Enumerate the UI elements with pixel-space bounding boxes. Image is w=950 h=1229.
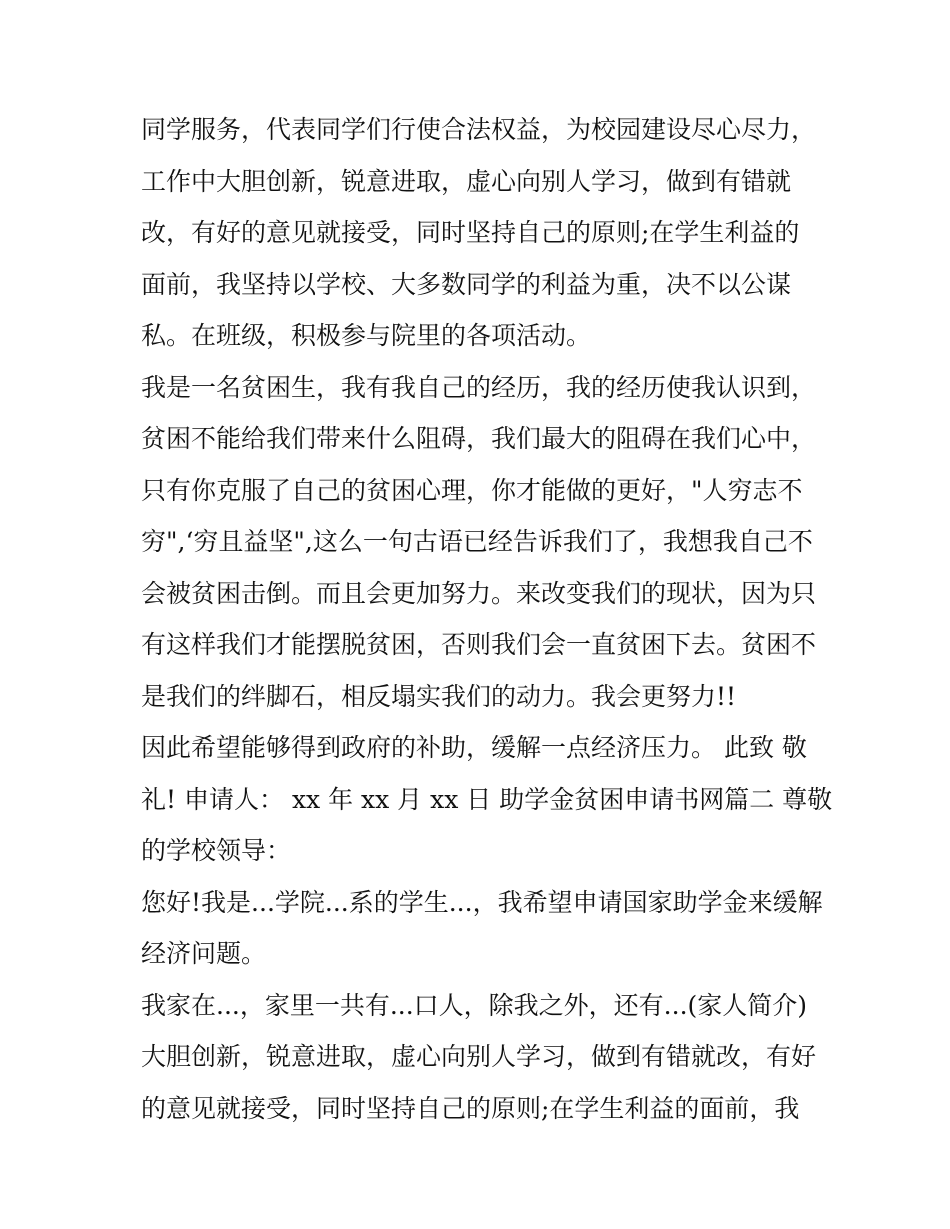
body-line: 的学校领导： <box>141 836 292 865</box>
body-line: 工作中大胆创新，锐意进取，虚心向别人学习，做到有错就 <box>141 166 792 196</box>
body-line: 面前，我坚持以学校、大多数同学的利益为重，决不以公谋 <box>141 269 792 299</box>
body-line: 因此希望能够得到政府的补助，缓解一点经济压力。 此致 敬 <box>141 733 807 762</box>
body-line: 是我们的绊脚石，相反塌实我们的动力。我会更努力!! <box>141 681 737 711</box>
body-line: 贫困不能给我们带来什么阻碍，我们最大的阻碍在我们心中， <box>141 424 817 453</box>
body-line: 有这样我们才能摆脱贫困，否则我们会一直贫困下去。贫困不 <box>141 630 817 659</box>
body-line: 我家在...，家里一共有...口人，除我之外，还有...(家人简介) <box>141 990 808 1020</box>
body-line: 同学服务，代表同学们行使合法权益，为校园建设尽心尽力， <box>141 115 817 144</box>
body-line: 礼! 申请人： xx 年 xx 月 xx 日 助学金贫困申请书网篇二 尊敬 <box>141 784 833 814</box>
document-body <box>141 104 833 1134</box>
body-line: 会被贫困击倒。而且会更加努力。来改变我们的现状，因为只 <box>141 578 817 608</box>
body-line: 的意见就接受，同时坚持自己的原则;在学生利益的面前，我 <box>141 1093 800 1123</box>
body-line: 大胆创新，锐意进取，虚心向别人学习，做到有错就改，有好 <box>141 1042 817 1071</box>
body-line: 改，有好的意见就接受，同时坚持自己的原则;在学生利益的 <box>141 218 800 247</box>
body-line: 只有你克服了自己的贫困心理，你才能做的更好，"人穷志不 <box>141 475 803 505</box>
body-line: 经济问题。 <box>141 939 267 968</box>
body-line: 我是一名贫困生，我有我自己的经历，我的经历使我认识到， <box>141 372 817 402</box>
body-line: 私。在班级，积极参与院里的各项活动。 <box>141 321 592 350</box>
body-line: 穷",‘穷且益坚",这么一句古语已经告诉我们了，我想我自己不 <box>141 527 813 556</box>
body-line: 您好!我是...学院...系的学生...，我希望申请国家助学金来缓解 <box>141 887 823 917</box>
